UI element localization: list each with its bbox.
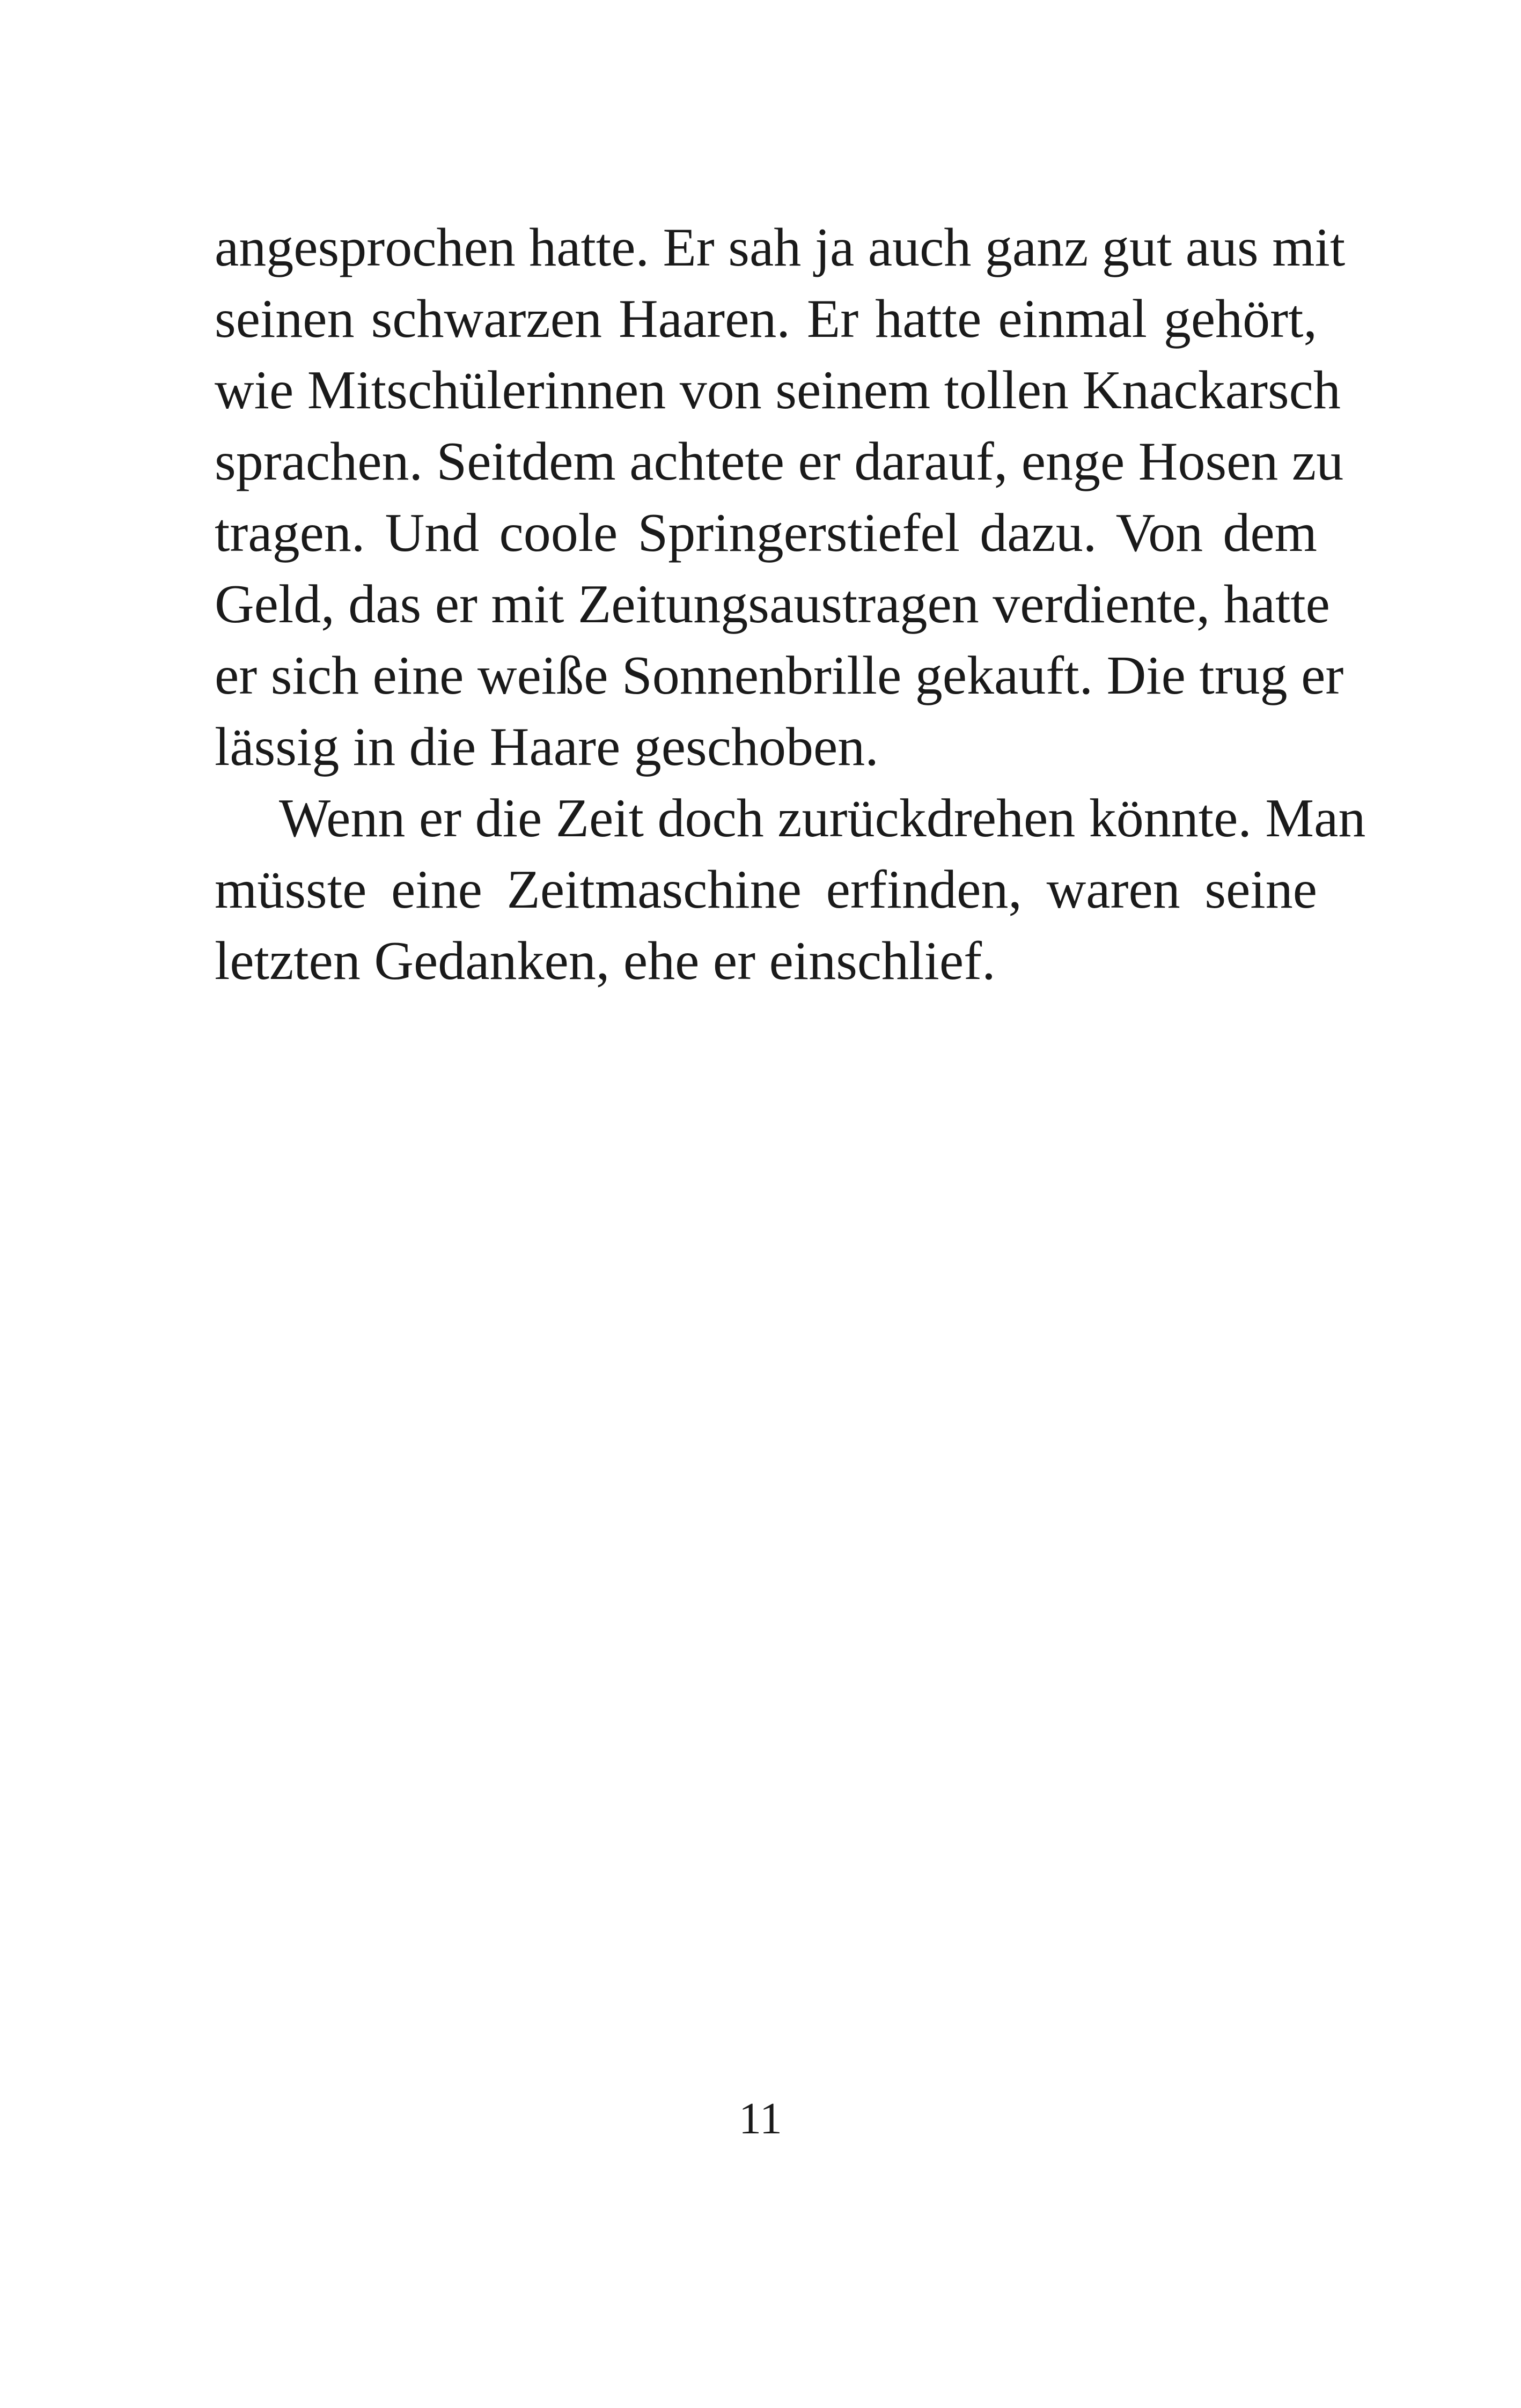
text-line: lässig in die Haare geschoben. [215,717,879,777]
paragraph-1 [215,212,1346,783]
text-line: er sich eine weiße Sonnenbrille gekauft. Die trug er [215,645,1344,706]
text-line: wie Mitschülerinnen von seinem tollen Knackarsch [215,360,1341,421]
body-text [215,212,1366,997]
text-line: Geld, das er mit Zeitungsaustragen verdiente, hatte [215,574,1330,635]
text-line: müsste eine Zeitmaschine erfinden, waren seine [215,859,1317,920]
paragraph-2 [215,783,1366,997]
text-line: angesprochen hatte. Er sah ja auch ganz gut aus mit [215,217,1346,278]
text-line: sprachen. Seitdem achtete er darauf, enge Hosen zu [215,431,1344,492]
text-line: Wenn er die Zeit doch zurückdrehen könnte. Man [279,788,1366,849]
text-line: letzten Gedanken, ehe er einschlief. [215,931,996,991]
text-line: seinen schwarzen Haaren. Er hatte einmal gehört, [215,289,1317,349]
page-number: 11 [739,2094,782,2144]
text-line: tragen. Und coole Springerstiefel dazu. Von dem [215,503,1317,563]
